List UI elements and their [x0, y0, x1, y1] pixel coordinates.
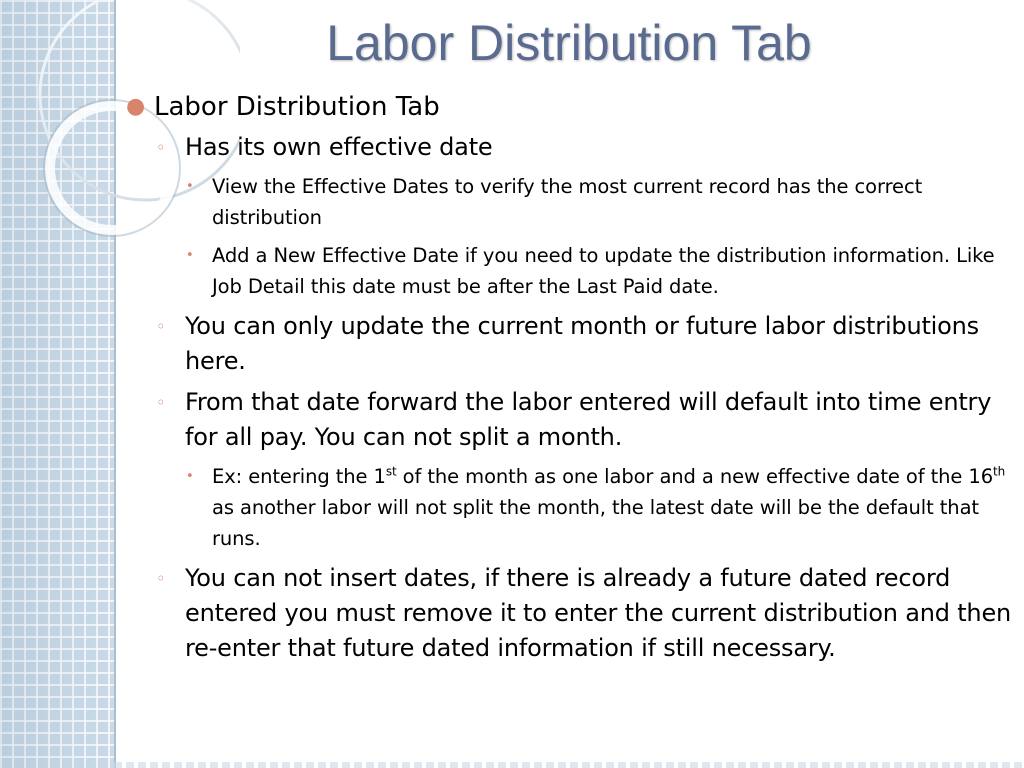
bullet-small-dot-icon: • — [186, 469, 194, 484]
bullet-ring-icon: ◦ — [156, 393, 166, 412]
text-run: Ex: entering the 1 — [212, 465, 386, 488]
bullet-level3 — [122, 171, 1014, 233]
bullet-level3 — [122, 240, 1014, 302]
slide-title: Labor Distribution Tab — [326, 15, 812, 71]
bullet-level1 — [122, 90, 1014, 124]
bullet-level2 — [122, 385, 1014, 455]
bullet-level2 — [122, 561, 1014, 666]
ordinal-superscript: th — [993, 464, 1006, 479]
text-run: as another labor will not split the month, the latest date will be the default that runs. — [212, 496, 979, 550]
bullet-dot-icon: ● — [126, 94, 146, 119]
bullet-text: Has its own effective date — [185, 133, 493, 161]
bullet-text: From that date forward the labor entered will default into time entry for all pay. You can not split a month. — [185, 388, 992, 451]
slide-body — [122, 90, 1014, 672]
bullet-text: You can not insert dates, if there is already a future dated record entered you must remove it to enter the current distribution and then re-enter that future dated information if still necessary. — [185, 564, 1012, 662]
bullet-text — [212, 465, 1005, 550]
bullet-small-dot-icon: • — [186, 248, 194, 263]
bullet-small-dot-icon: • — [186, 179, 194, 194]
bullet-ring-icon: ◦ — [156, 138, 166, 157]
bullet-ring-icon: ◦ — [156, 569, 166, 588]
bottom-decor-strip — [114, 762, 1024, 768]
text-run: of the month as one labor and a new effective date of the 16 — [396, 465, 993, 488]
bullet-level3 — [122, 461, 1014, 554]
bullet-level2 — [122, 130, 1014, 165]
bullet-text: View the Effective Dates to verify the most current record has the correct distribution — [212, 175, 923, 229]
ordinal-superscript: st — [385, 464, 397, 479]
bullet-ring-icon: ◦ — [156, 317, 166, 336]
bullet-level2 — [122, 309, 1014, 379]
bullet-text: Labor Distribution Tab — [154, 92, 440, 122]
bullet-text: Add a New Effective Date if you need to update the distribution information. Like Job Detail this date must be after the Last Paid date. — [212, 244, 995, 298]
bullet-text: You can only update the current month or future labor distributions here. — [185, 312, 979, 375]
